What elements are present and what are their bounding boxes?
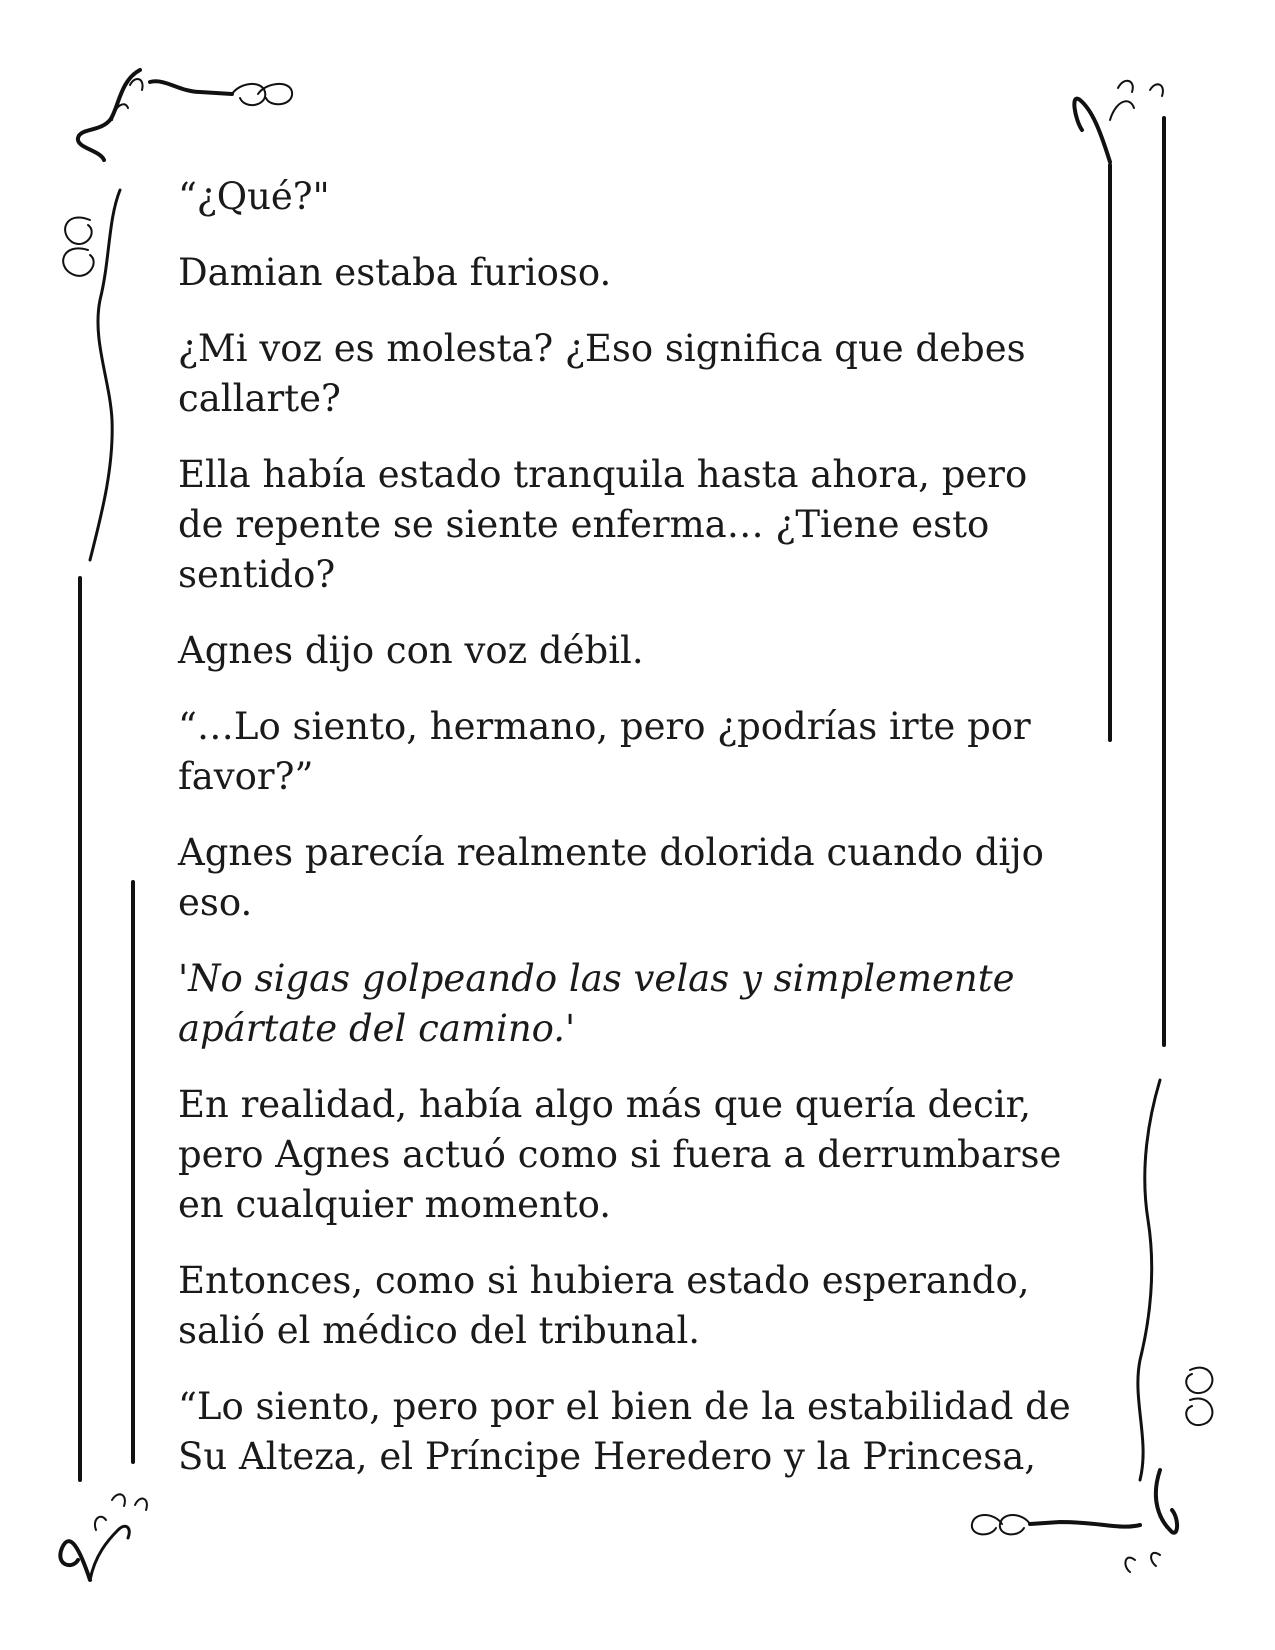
paragraph-2: Damian estaba furioso. bbox=[178, 251, 612, 294]
paragraph-10: Entonces, como si hubiera estado esperando, salió el médico del tribunal. bbox=[178, 1259, 1030, 1352]
paragraph-7: Agnes parecía realmente dolorida cuando dijo eso. bbox=[178, 831, 1044, 924]
paragraph-3: ¿Mi voz es molesta? ¿Eso significa que debes callarte? bbox=[178, 327, 1026, 420]
paragraph-6: “…Lo siento, hermano, pero ¿podrías irte por favor?” bbox=[178, 705, 1031, 798]
paragraph-4: Ella había estado tranquila hasta ahora, pero de repente se siente enferma… ¿Tiene esto sentido? bbox=[178, 453, 1028, 596]
bottom-left-flourish-icon bbox=[60, 1494, 147, 1580]
paragraph-8-italic: 'No sigas golpeando las velas y simplemente apártate del camino.' bbox=[178, 957, 1015, 1050]
paragraph-5: Agnes dijo con voz débil. bbox=[178, 629, 644, 672]
paragraph-1: “¿Qué?" bbox=[178, 175, 330, 218]
page-text bbox=[178, 172, 1098, 1508]
paragraph-11: “Lo siento, pero por el bien de la estabilidad de Su Alteza, el Príncipe Heredero y la Princesa, bbox=[178, 1385, 1071, 1478]
top-right-flourish-icon bbox=[1074, 81, 1163, 162]
paragraph-9: En realidad, había algo más que quería decir, pero Agnes actuó como si fuera a derrumbarse en cualquier momento. bbox=[178, 1083, 1062, 1226]
